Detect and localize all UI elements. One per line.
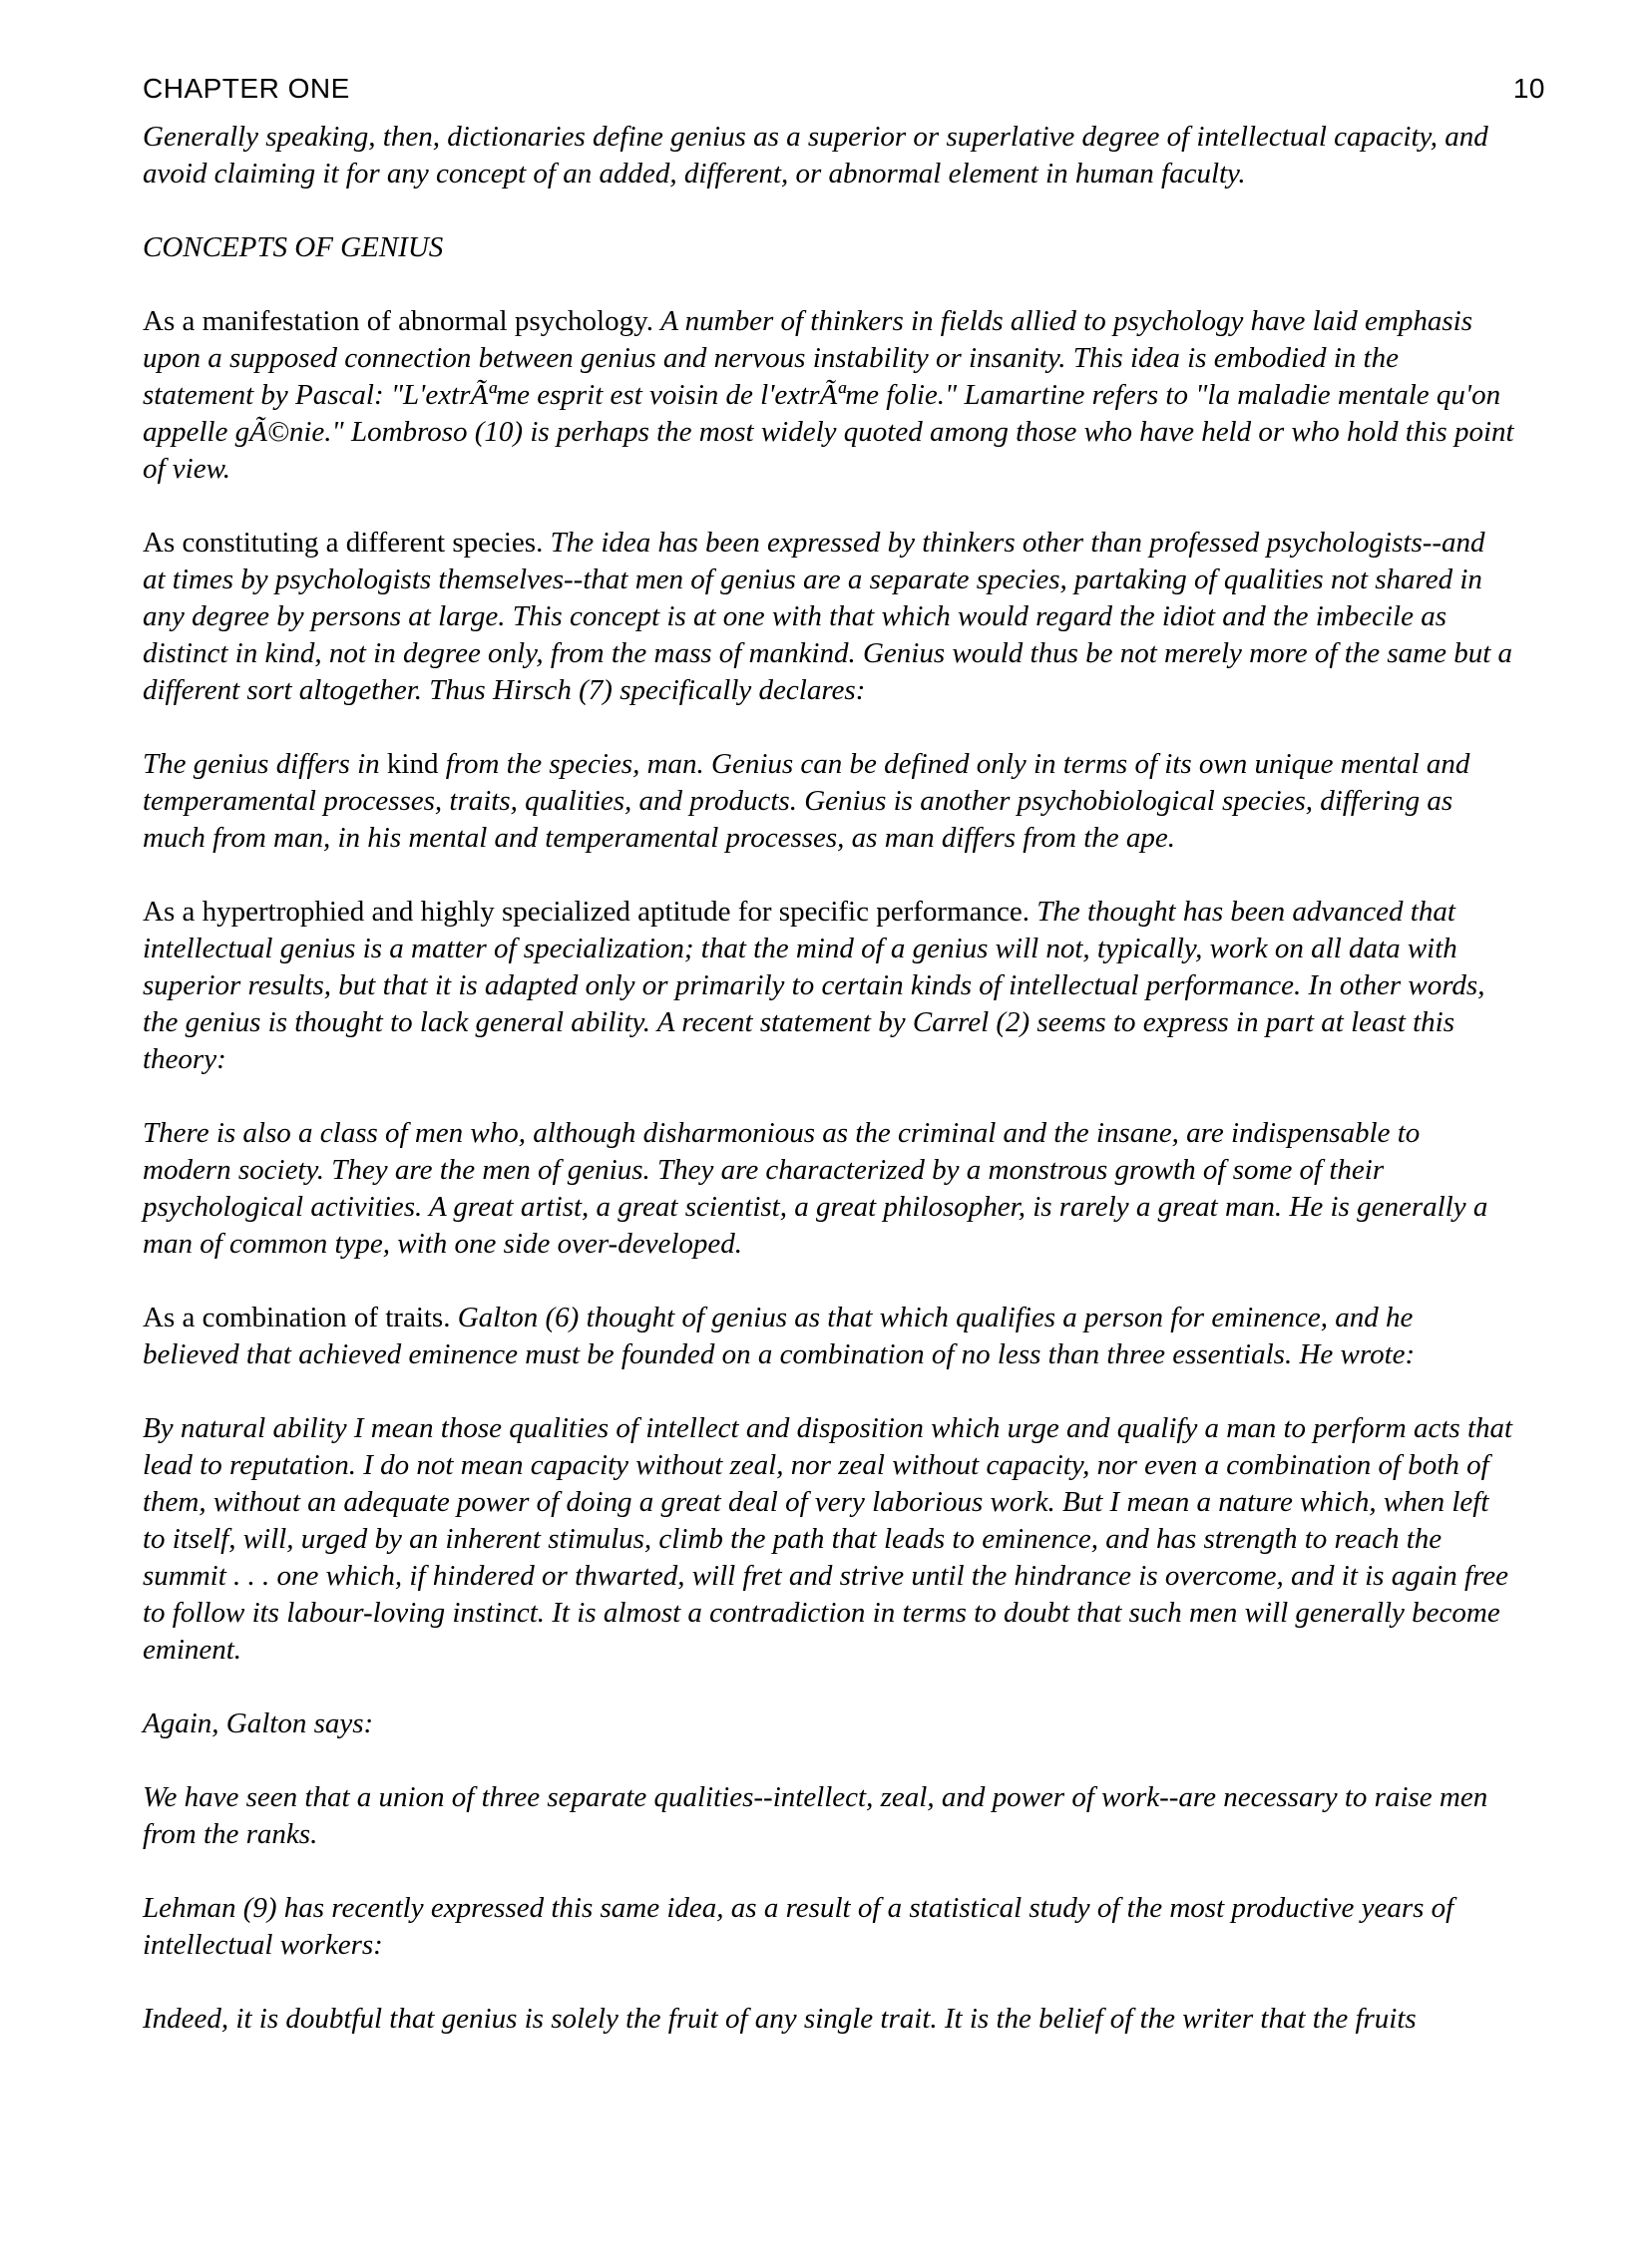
document-page (0, 74, 1649, 2268)
paragraph-carrel-quote (143, 1115, 1514, 1263)
page-number: 10 (1512, 73, 1545, 104)
paragraph-emphasis-word: kind (386, 748, 439, 780)
paragraph-text: A number of thinkers in fields allied to psychology have laid emphasis upon a supposed connection between genius and nervous instability or insanity. This idea is embodied in the statement by Pascal: "L'extrÃªme esprit est voisin de l'extrÃªme folie." Lamartine refers to "la maladie mentale qu'on appelle gÃ©nie." Lombroso (10) is perhaps the most widely quoted among those who have held or who hold this point of view. (143, 305, 1514, 485)
paragraph-lehman (143, 1890, 1514, 1964)
paragraph-text: Again, Galton says: (143, 1707, 374, 1739)
section-heading-text: CONCEPTS OF GENIUS (143, 231, 444, 263)
paragraph-text: Indeed, it is doubtful that genius is solely the fruit of any single trait. It is the belief of the writer that the fruits (143, 2003, 1417, 2035)
paragraph-lead-in: As a hypertrophied and highly specialized aptitude for specific performance. (143, 896, 1037, 928)
paragraph-definition-summary (143, 119, 1514, 192)
paragraph-hypertrophied-aptitude (143, 894, 1514, 1078)
section-heading (143, 229, 1514, 266)
paragraph-text: Galton (6) thought of genius as that which qualifies a person for eminence, and he believed that achieved eminence must be founded on a combination of no less than three essentials. He wrote: (143, 1302, 1416, 1370)
paragraph-galton-union-quote (143, 1779, 1514, 1853)
chapter-title: CHAPTER ONE (143, 73, 350, 104)
paragraph-lead-in: As a combination of traits. (143, 1302, 458, 1333)
page-header (143, 74, 1545, 104)
paragraph-text: We have seen that a union of three separate qualities--intellect, zeal, and power of work--are necessary to raise men from the ranks. (143, 1781, 1488, 1850)
paragraph-indeed-doubtful (143, 2001, 1514, 2038)
paragraph-abnormal-psychology (143, 303, 1514, 488)
paragraph-text: from the species, man. Genius can be defined only in terms of its own unique mental and temperamental processes, traits, qualities, and products. Genius is another psychobiological species, differing as much from man, in his mental and temperamental processes, as man differs from the ape. (143, 748, 1470, 854)
paragraph-text: Lehman (9) has recently expressed this same idea, as a result of a statistical study of the most productive years of intellectual workers: (143, 1892, 1454, 1961)
paragraph-text: By natural ability I mean those qualities of intellect and disposition which urge and qualify a man to perform acts that lead to reputation. I do not mean capacity without zeal, nor zeal without capacity, nor even a combination of both of them, without an adequate power of doing a great deal of very laborious work. But I mean a nature which, when left to itself, will, urged by an inherent stimulus, climb the path that leads to eminence, and has strength to reach the summit . . . one which, if hindered or thwarted, will fret and strive until the hindrance is overcome, and it is again free to follow its labour-loving instinct. It is almost a contradiction in terms to doubt that such men will generally become eminent. (143, 1412, 1513, 1666)
paragraph-again-galton (143, 1705, 1514, 1742)
paragraph-hirsch-quote (143, 746, 1514, 857)
paragraph-lead-in: As constituting a different species. (143, 527, 551, 559)
paragraph-galton-natural-ability-quote (143, 1410, 1514, 1669)
paragraph-text: There is also a class of men who, although disharmonious as the criminal and the insane, are indispensable to modern society. They are the men of genius. They are characterized by a monstrous growth of some of their psychological activities. A great artist, a great scientist, a great philosopher, is rarely a great man. He is generally a man of common type, with one side over-developed. (143, 1117, 1488, 1260)
paragraph-lead-in: As a manifestation of abnormal psychology. (143, 305, 661, 337)
paragraph-combination-of-traits (143, 1300, 1514, 1373)
paragraph-text: Generally speaking, then, dictionaries define genius as a superior or superlative degree of intellectual capacity, and avoid claiming it for any concept of an added, different, or abnormal element in human faculty. (143, 121, 1488, 189)
paragraph-text: The idea has been expressed by thinkers other than professed psychologists--and at times by psychologists themselves--that men of genius are a separate species, partaking of qualities not shared in any degree by persons at large. This concept is at one with that which would regard the idiot and the imbecile as distinct in kind, not in degree only, from the mass of mankind. Genius would thus be not merely more of the same but a different sort altogether. Thus Hirsch (7) specifically declares: (143, 527, 1513, 706)
paragraph-text: The thought has been advanced that intellectual genius is a matter of specialization; that the mind of a genius will not, typically, work on all data with superior results, but that it is adapted only or primarily to certain kinds of intellectual performance. In other words, the genius is thought to lack general ability. A recent statement by Carrel (2) seems to express in part at least this theory: (143, 896, 1485, 1075)
document-body (143, 119, 1514, 2038)
paragraph-different-species (143, 525, 1514, 709)
paragraph-text: The genius differs in (143, 748, 387, 780)
